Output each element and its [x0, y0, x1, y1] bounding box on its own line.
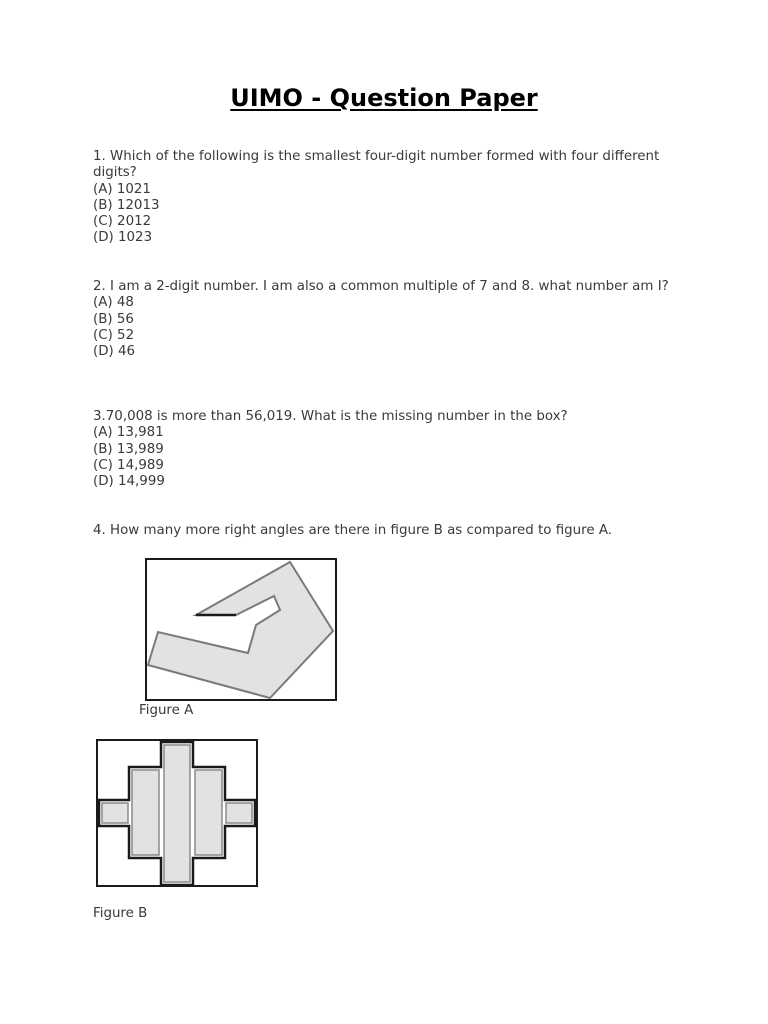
question-1: [93, 149, 683, 247]
figure-b-left-bar: [132, 770, 159, 855]
question-1-option-d: (D) 1023: [93, 230, 153, 246]
question-2-text: 2. I am a 2-digit number. I am also a common multiple of 7 and 8. what number am I?: [93, 279, 669, 294]
page-title: UIMO - Question Paper: [230, 84, 538, 112]
figure-b-center-bar: [164, 745, 190, 882]
question-3-option-a: (A) 13,981: [93, 425, 164, 441]
question-2-option-b: (B) 56: [93, 311, 134, 327]
question-1-text: 1. Which of the following is the smallest four-digit number formed with four different digits?: [93, 149, 664, 181]
question-2-option-d: (D) 46: [93, 344, 136, 360]
figure-b-caption: Figure B: [93, 906, 148, 921]
question-2-option-a: (A) 48: [93, 295, 134, 311]
figure-b-diagram: [95, 738, 261, 890]
question-2: [93, 279, 683, 360]
question-3: [93, 409, 683, 490]
figure-a-diagram: [144, 557, 340, 703]
question-4-text: 4. How many more right angles are there in figure B as compared to figure A.: [93, 523, 613, 538]
question-1-option-a: (A) 1021: [93, 181, 151, 197]
question-1-option-b: (B) 12013: [93, 197, 160, 213]
question-2-option-c: (C) 52: [93, 327, 135, 343]
figure-b-right-arm: [226, 803, 252, 823]
figure-b-right-bar: [195, 770, 222, 855]
question-4: [93, 523, 683, 539]
question-3-option-d: (D) 14,999: [93, 474, 165, 490]
question-1-option-c: (C) 2012: [93, 214, 152, 230]
question-3-option-b: (B) 13,989: [93, 441, 164, 457]
question-3-option-c: (C) 14,989: [93, 457, 164, 473]
question-3-text: 3.70,008 is more than 56,019. What is the missing number in the box?: [93, 409, 568, 424]
figure-b-left-arm: [102, 803, 128, 823]
figure-a-caption: Figure A: [139, 703, 194, 718]
